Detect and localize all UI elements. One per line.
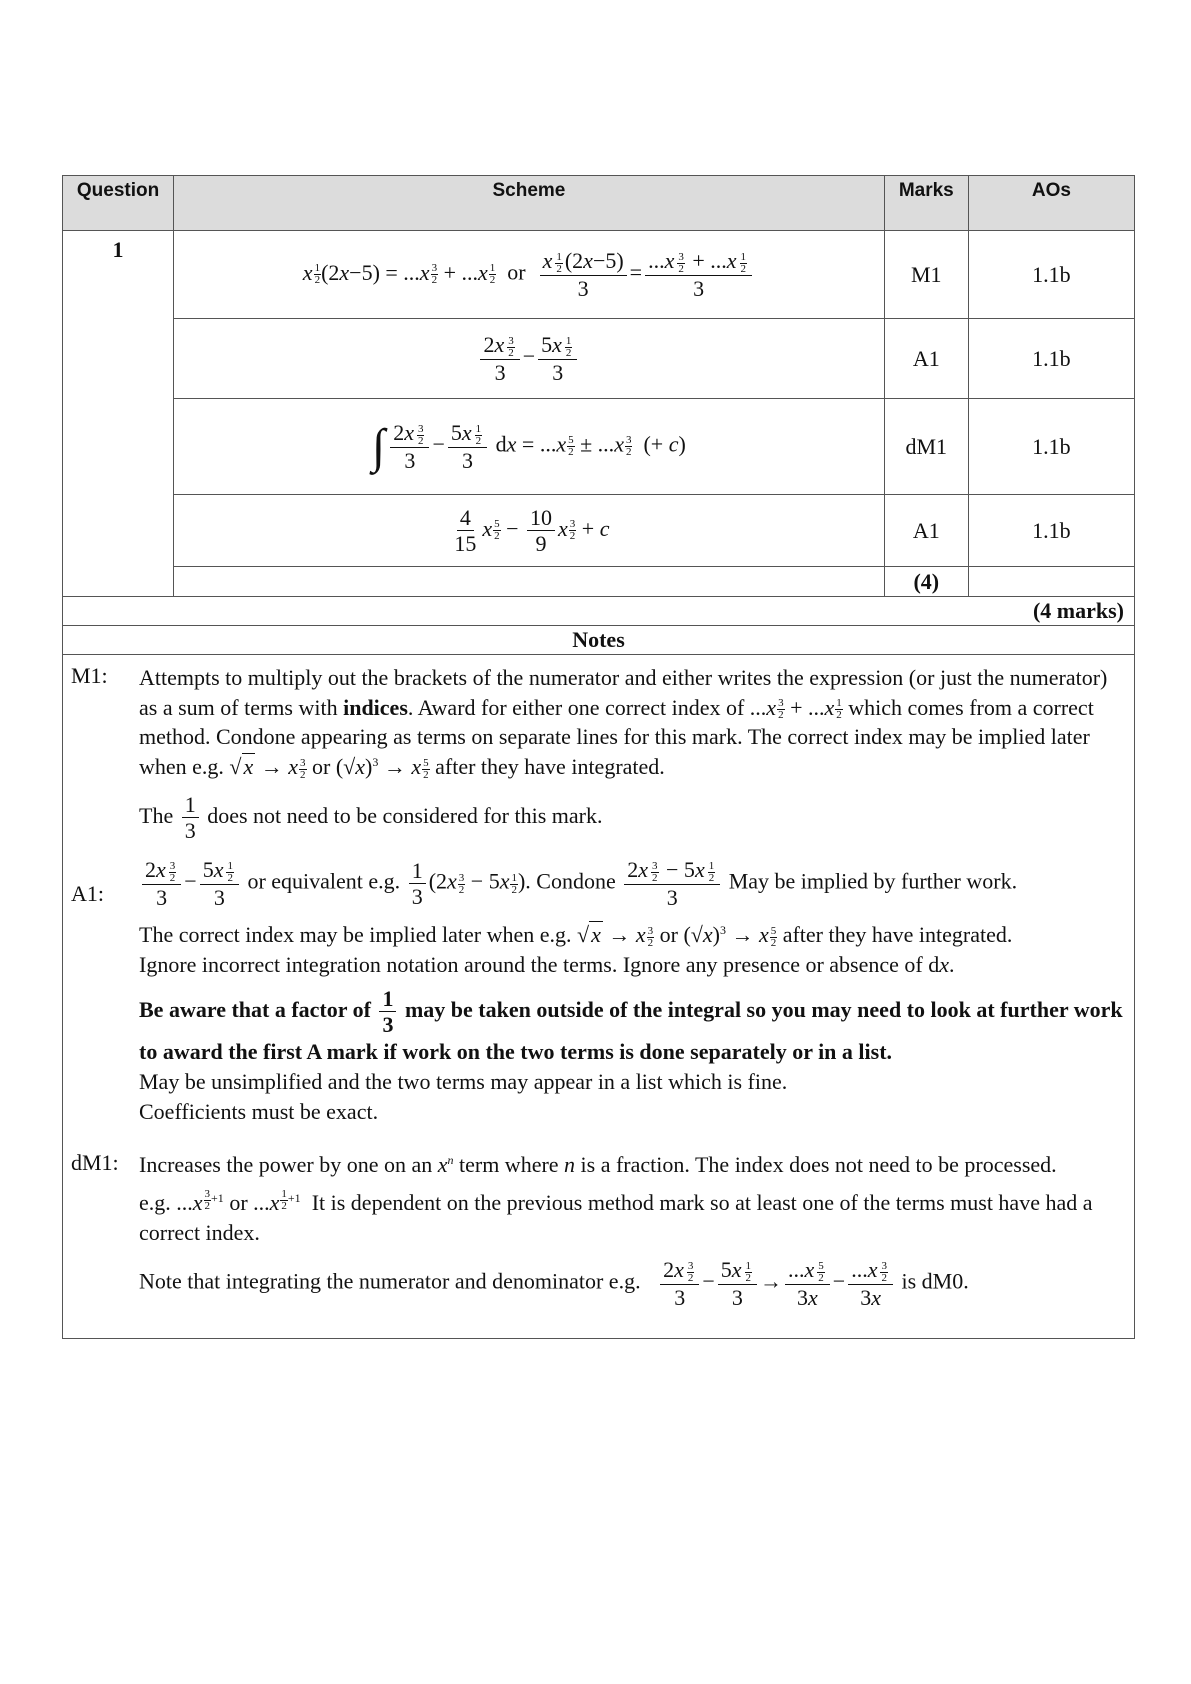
scheme-row-3 <box>63 399 1135 495</box>
note-a1-label: A1: <box>71 881 104 907</box>
question-number: 1 <box>63 231 174 597</box>
total-marks: (4 marks) <box>63 597 1135 626</box>
mark-1: M1 <box>884 231 968 319</box>
ao-4: 1.1b <box>968 495 1134 567</box>
scheme-expression-2: 2x $\frac{3}{2}$ 3 − 5x $\frac{1}{2}$ 3 <box>174 319 885 399</box>
header-row <box>63 176 1135 231</box>
mark-2: A1 <box>884 319 968 399</box>
or-word: or <box>507 259 526 285</box>
note-m1-label: M1: <box>71 663 108 688</box>
indices-bold: indices <box>343 694 408 720</box>
scheme-row-4 <box>63 495 1135 567</box>
note-dm1-label: dM1: <box>71 1150 119 1176</box>
notes-heading-row <box>63 626 1135 655</box>
header-marks: Marks <box>884 176 968 231</box>
total-row <box>63 597 1135 626</box>
notes-body <box>63 655 1135 1339</box>
note-a1: A1: 2x $\frac{3}{2}$ 3 − 5x $\frac{1}{2}$ 3 or equivalent e.g. $\frac{1}{3}$ (2x $\frac{3}{2}$ − 5x $\frac{1}{2}$ ). Condone 2x $\frac{3}{2}$ − 5x $\frac{1}{2}$ 3 May be implied by further work. The correct index may be implied later when e.g. √x → x $\frac{3}{2}$ or $(√x)^3 \to x$ $\frac{5}{2}$ after they have integrated. Ignore incorrect integration notation around the terms. Ignore any presence or absence of dx. Be aware that a factor of $\frac{1}{3}$ may be taken outside of the integral so you may need to look at further work to award the first A mark if work on the two terms is done separately or in a list. May be unsimplified and the two terms may appear in a list which is fine. Coefficients must be exact. <box>71 857 1124 1126</box>
note-dm1: dM1: Increases the power by one on an $x^n$ term where n is a fraction. The index does not need to be processed. e.g. ...x $^{\frac{3}{2} +1}$ or ...x $^{\frac{1}{2} +1}$ It is dependent on the previous method mark so at least one of the terms must have had a correct index. Note that integrating the numerator and denominator e.g. 2x $\frac{3}{2}$ 3 − 5x $\frac{1}{2}$ 3 → ...x $\frac{5}{2}$ 3x − ...x $\frac{3}{2}$ 3x is dM0. <box>71 1150 1093 1311</box>
scheme-expression-4: $\frac{4}{15}$ x $\frac{5}{2}$ − $\frac{10}{9}$ x $\frac{3}{2}$ + c <box>174 495 885 567</box>
scheme-row-1 <box>63 231 1135 319</box>
scheme-expression-3: ∫ 2x $\frac{3}{2}$ 3 − 5x $\frac{1}{2}$ 3 dx = ...x $\frac{5}{2}$ ± ...x $\frac{3}{2}$ (+ c) <box>174 399 885 495</box>
notes-row <box>63 655 1135 1339</box>
mark-3: dM1 <box>884 399 968 495</box>
notes-heading: Notes <box>63 626 1135 655</box>
scheme-expression-1: x $\frac{1}{2}$ (2x−5) = ...x $\frac{3}{2}$ + ...x $\frac{1}{2}$ or x $\frac{1}{2}$ (2x−5) 3 = ...x $\frac{3}{2}$ + ...x $\frac{1}{2}$ 3 <box>174 231 885 319</box>
ao-3: 1.1b <box>968 399 1134 495</box>
mark-scheme-table <box>62 175 1135 1339</box>
subtotal-row <box>63 567 1135 597</box>
subtotal-marks: (4) <box>884 567 968 597</box>
header-question: Question <box>63 176 174 231</box>
header-scheme: Scheme <box>174 176 885 231</box>
note-m1: M1: Attempts to multiply out the brackets of the numerator and either writes the expression (or just the numerator) as a sum of terms with indices. Award for either one correct index of ...x $\frac{3}{2}$ + ...x $\frac{1}{2}$ which comes from a correct method. Condone appearing as terms on separate lines for this mark. The correct index may be implied later when e.g. √x → x $\frac{3}{2}$ or $(√x)^3 \to x$ $\frac{5}{2}$ after they have integrated. The $\frac{1}{3}$ does not need to be considered for this mark. <box>71 663 1108 844</box>
header-aos: AOs <box>968 176 1134 231</box>
mark-scheme-page <box>62 175 1135 1339</box>
ao-2: 1.1b <box>968 319 1134 399</box>
mark-4: A1 <box>884 495 968 567</box>
scheme-row-2 <box>63 319 1135 399</box>
ao-1: 1.1b <box>968 231 1134 319</box>
